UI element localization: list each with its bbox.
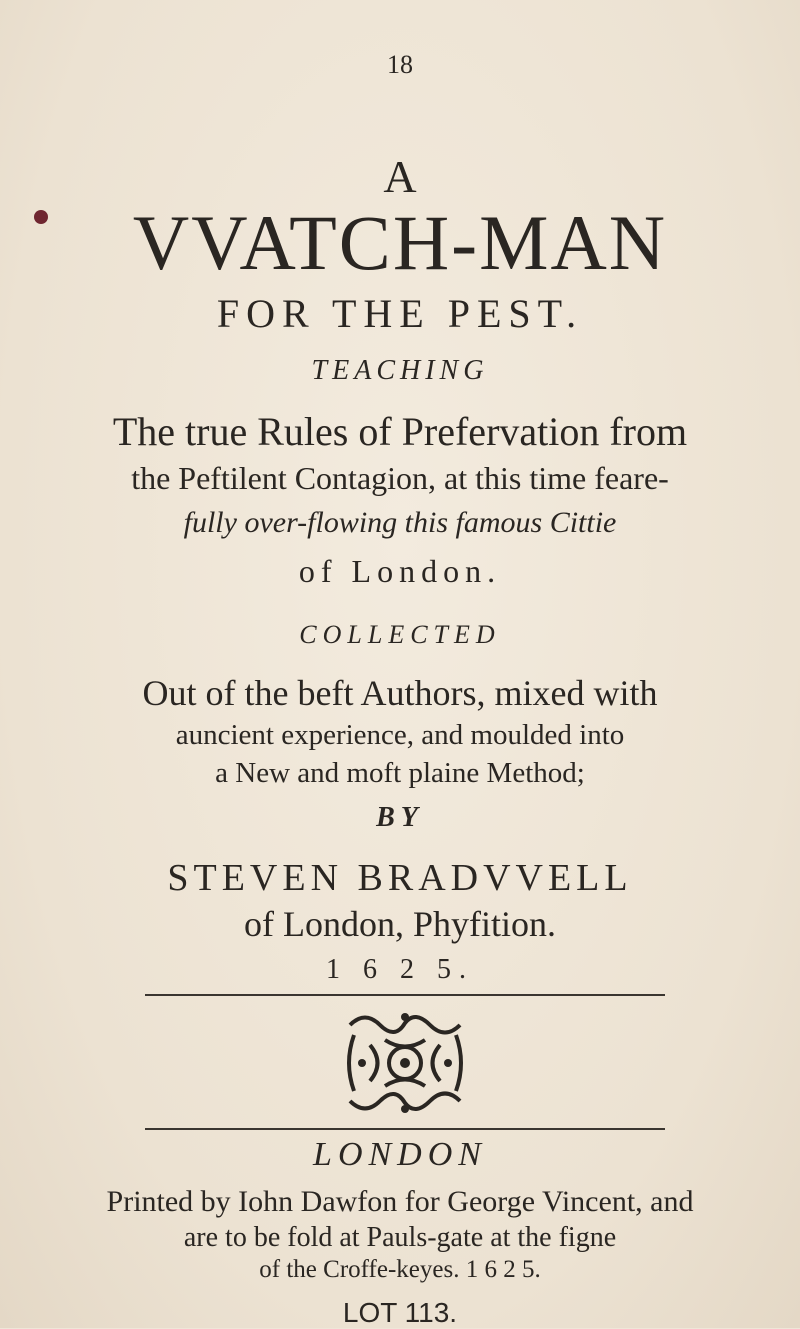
divider-rule-top [145, 994, 665, 996]
title-sub: FOR THE PEST. [216, 291, 584, 336]
imprint-line-3: of the Croffe-keyes. 1 6 2 5. [259, 1256, 541, 1283]
divider-rule-bottom [145, 1128, 665, 1130]
page-number: 18 [387, 50, 413, 79]
method-line-2: auncient experience, and moulded into [175, 719, 625, 751]
imprint-line-1: Printed by Iohn Dawfon for George Vincent, and [106, 1185, 694, 1218]
description-line-2: the Peftilent Contagion, at this time feare- [131, 460, 669, 496]
description-line-1: The true Rules of Prefervation from [112, 409, 688, 454]
method-line-3: a New and moft plaine Method; [215, 757, 585, 789]
imprint-line-2: are to be fold at Pauls-gate at the figne [183, 1222, 617, 1253]
lot-number: LOT 113. [342, 1297, 458, 1328]
imprint-city: LONDON [313, 1136, 487, 1173]
by-heading: BY [376, 802, 424, 833]
description-line-4: of London. [298, 553, 502, 589]
author-name: STEVEN BRADVVELL [167, 857, 633, 899]
title-main: VVATCH-MAN [132, 199, 668, 286]
printers-ornament [340, 1005, 470, 1121]
method-line-1: Out of the beft Authors, mixed with [142, 673, 658, 713]
publication-year: 1 6 2 5. [326, 954, 474, 985]
teaching-heading: TEACHING [311, 355, 489, 386]
author-description: of London, Phyfition. [244, 904, 556, 944]
title-article: A [383, 151, 417, 202]
description-line-3: fully over-flowing this famous Cittie [183, 506, 617, 539]
collected-heading: COLLECTED [299, 620, 501, 649]
